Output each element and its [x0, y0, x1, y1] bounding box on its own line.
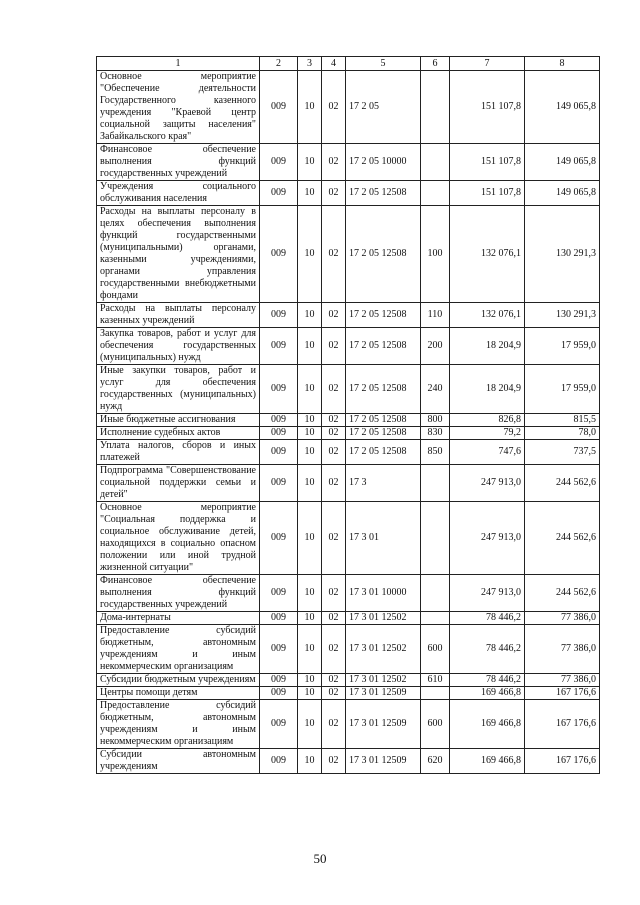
target-article-cell: 17 2 05 12508	[346, 427, 421, 440]
admin-code-cell: 009	[260, 575, 298, 612]
admin-code-cell: 009	[260, 144, 298, 181]
section-cell: 10	[298, 365, 322, 414]
amount-year1-cell: 132 076,1	[450, 303, 525, 328]
target-article-cell: 17 3 01 12502	[346, 612, 421, 625]
column-header: 6	[421, 57, 450, 71]
table-row	[97, 206, 600, 303]
expense-type-cell: 600	[421, 700, 450, 749]
target-article-cell: 17 2 05 12508	[346, 365, 421, 414]
amount-year2-cell: 167 176,6	[525, 687, 600, 700]
admin-code-cell: 009	[260, 674, 298, 687]
section-cell: 10	[298, 144, 322, 181]
row-name-cell: Уплата налогов, сборов и иных платежей	[97, 440, 260, 465]
table-row	[97, 465, 600, 502]
amount-year2-cell: 167 176,6	[525, 700, 600, 749]
admin-code-cell: 009	[260, 303, 298, 328]
row-name-cell: Иные закупки товаров, работ и услуг для обеспечения государственных (муниципальных) нужд	[97, 365, 260, 414]
expense-type-cell: 600	[421, 625, 450, 674]
section-cell: 10	[298, 749, 322, 774]
admin-code-cell: 009	[260, 612, 298, 625]
target-article-cell: 17 2 05 10000	[346, 144, 421, 181]
table-row	[97, 427, 600, 440]
amount-year1-cell: 247 913,0	[450, 465, 525, 502]
column-header: 2	[260, 57, 298, 71]
expense-type-cell: 800	[421, 414, 450, 427]
amount-year1-cell: 151 107,8	[450, 71, 525, 144]
table-row	[97, 687, 600, 700]
expense-type-cell	[421, 71, 450, 144]
amount-year2-cell: 244 562,6	[525, 502, 600, 575]
section-cell: 10	[298, 427, 322, 440]
admin-code-cell: 009	[260, 749, 298, 774]
column-header: 3	[298, 57, 322, 71]
amount-year2-cell: 78,0	[525, 427, 600, 440]
section-cell: 10	[298, 674, 322, 687]
expense-type-cell: 240	[421, 365, 450, 414]
admin-code-cell: 009	[260, 502, 298, 575]
amount-year2-cell: 77 386,0	[525, 674, 600, 687]
table-row	[97, 328, 600, 365]
target-article-cell: 17 2 05 12508	[346, 206, 421, 303]
expense-type-cell: 620	[421, 749, 450, 774]
target-article-cell: 17 3 01 12502	[346, 625, 421, 674]
subsection-cell: 02	[322, 674, 346, 687]
table-row	[97, 674, 600, 687]
target-article-cell: 17 2 05 12508	[346, 440, 421, 465]
amount-year2-cell: 17 959,0	[525, 328, 600, 365]
amount-year2-cell: 149 065,8	[525, 144, 600, 181]
amount-year2-cell: 77 386,0	[525, 612, 600, 625]
table-row	[97, 181, 600, 206]
amount-year1-cell: 247 913,0	[450, 502, 525, 575]
subsection-cell: 02	[322, 612, 346, 625]
amount-year1-cell: 78 446,2	[450, 625, 525, 674]
table-row	[97, 700, 600, 749]
row-name-cell: Дома-интернаты	[97, 612, 260, 625]
row-name-cell: Центры помощи детям	[97, 687, 260, 700]
amount-year1-cell: 247 913,0	[450, 575, 525, 612]
row-name-cell: Финансовое обеспечение выполнения функций государственных учреждений	[97, 575, 260, 612]
table-row	[97, 612, 600, 625]
section-cell: 10	[298, 625, 322, 674]
column-header: 4	[322, 57, 346, 71]
table-row	[97, 502, 600, 575]
target-article-cell: 17 2 05 12508	[346, 303, 421, 328]
row-name-cell: Субсидии автономным учреждениям	[97, 749, 260, 774]
section-cell: 10	[298, 303, 322, 328]
section-cell: 10	[298, 328, 322, 365]
subsection-cell: 02	[322, 700, 346, 749]
amount-year2-cell: 815,5	[525, 414, 600, 427]
subsection-cell: 02	[322, 440, 346, 465]
budget-table	[96, 56, 600, 774]
amount-year1-cell: 151 107,8	[450, 144, 525, 181]
amount-year1-cell: 151 107,8	[450, 181, 525, 206]
admin-code-cell: 009	[260, 328, 298, 365]
row-name-cell: Иные бюджетные ассигнования	[97, 414, 260, 427]
target-article-cell: 17 2 05 12508	[346, 414, 421, 427]
amount-year1-cell: 79,2	[450, 427, 525, 440]
table-row	[97, 440, 600, 465]
expense-type-cell	[421, 465, 450, 502]
admin-code-cell: 009	[260, 465, 298, 502]
row-name-cell: Основное мероприятие "Обеспечение деятельности Государственного казенного учреждения "Краевой центр социальной защиты населения" Забайкальского края"	[97, 71, 260, 144]
target-article-cell: 17 2 05	[346, 71, 421, 144]
expense-type-cell	[421, 502, 450, 575]
table-row	[97, 303, 600, 328]
amount-year2-cell: 130 291,3	[525, 303, 600, 328]
section-cell: 10	[298, 612, 322, 625]
row-name-cell: Расходы на выплаты персоналу в целях обеспечения выполнения функций государственными (муниципальными) органами, казенными учреждениями, органами управления государственными внебюджетными фондами	[97, 206, 260, 303]
admin-code-cell: 009	[260, 365, 298, 414]
expense-type-cell	[421, 687, 450, 700]
target-article-cell: 17 3	[346, 465, 421, 502]
admin-code-cell: 009	[260, 414, 298, 427]
amount-year1-cell: 18 204,9	[450, 365, 525, 414]
subsection-cell: 02	[322, 427, 346, 440]
subsection-cell: 02	[322, 71, 346, 144]
section-cell: 10	[298, 414, 322, 427]
subsection-cell: 02	[322, 465, 346, 502]
expense-type-cell	[421, 575, 450, 612]
subsection-cell: 02	[322, 625, 346, 674]
column-header: 1	[97, 57, 260, 71]
expense-type-cell	[421, 612, 450, 625]
amount-year2-cell: 130 291,3	[525, 206, 600, 303]
section-cell: 10	[298, 700, 322, 749]
row-name-cell: Закупка товаров, работ и услуг для обеспечения государственных (муниципальных) нужд	[97, 328, 260, 365]
expense-type-cell: 100	[421, 206, 450, 303]
subsection-cell: 02	[322, 328, 346, 365]
admin-code-cell: 009	[260, 440, 298, 465]
table-row	[97, 575, 600, 612]
target-article-cell: 17 3 01 12509	[346, 687, 421, 700]
amount-year1-cell: 169 466,8	[450, 700, 525, 749]
subsection-cell: 02	[322, 502, 346, 575]
admin-code-cell: 009	[260, 625, 298, 674]
row-name-cell: Расходы на выплаты персоналу казенных учреждений	[97, 303, 260, 328]
amount-year2-cell: 244 562,6	[525, 465, 600, 502]
column-header: 5	[346, 57, 421, 71]
row-name-cell: Предоставление субсидий бюджетным, автономным учреждениям и иным некоммерческим организациям	[97, 700, 260, 749]
expense-type-cell	[421, 144, 450, 181]
table-row	[97, 749, 600, 774]
amount-year2-cell: 737,5	[525, 440, 600, 465]
expense-type-cell: 110	[421, 303, 450, 328]
amount-year1-cell: 132 076,1	[450, 206, 525, 303]
amount-year1-cell: 169 466,8	[450, 687, 525, 700]
amount-year2-cell: 244 562,6	[525, 575, 600, 612]
column-header: 7	[450, 57, 525, 71]
target-article-cell: 17 2 05 12508	[346, 181, 421, 206]
section-cell: 10	[298, 502, 322, 575]
admin-code-cell: 009	[260, 700, 298, 749]
row-name-cell: Субсидии бюджетным учреждениям	[97, 674, 260, 687]
section-cell: 10	[298, 687, 322, 700]
target-article-cell: 17 3 01 12509	[346, 700, 421, 749]
admin-code-cell: 009	[260, 427, 298, 440]
amount-year1-cell: 18 204,9	[450, 328, 525, 365]
subsection-cell: 02	[322, 414, 346, 427]
row-name-cell: Предоставление субсидий бюджетным, автономным учреждениям и иным некоммерческим организациям	[97, 625, 260, 674]
amount-year1-cell: 747,6	[450, 440, 525, 465]
table-row	[97, 71, 600, 144]
section-cell: 10	[298, 206, 322, 303]
amount-year1-cell: 78 446,2	[450, 674, 525, 687]
admin-code-cell: 009	[260, 181, 298, 206]
amount-year2-cell: 149 065,8	[525, 71, 600, 144]
subsection-cell: 02	[322, 575, 346, 612]
expense-type-cell: 830	[421, 427, 450, 440]
amount-year2-cell: 149 065,8	[525, 181, 600, 206]
target-article-cell: 17 2 05 12508	[346, 328, 421, 365]
amount-year1-cell: 78 446,2	[450, 612, 525, 625]
subsection-cell: 02	[322, 687, 346, 700]
section-cell: 10	[298, 71, 322, 144]
expense-type-cell: 610	[421, 674, 450, 687]
target-article-cell: 17 3 01 10000	[346, 575, 421, 612]
admin-code-cell: 009	[260, 687, 298, 700]
subsection-cell: 02	[322, 303, 346, 328]
row-name-cell: Финансовое обеспечение выполнения функций государственных учреждений	[97, 144, 260, 181]
amount-year2-cell: 167 176,6	[525, 749, 600, 774]
subsection-cell: 02	[322, 144, 346, 181]
table-row	[97, 365, 600, 414]
expense-type-cell: 850	[421, 440, 450, 465]
admin-code-cell: 009	[260, 206, 298, 303]
amount-year1-cell: 169 466,8	[450, 749, 525, 774]
target-article-cell: 17 3 01 12509	[346, 749, 421, 774]
section-cell: 10	[298, 181, 322, 206]
row-name-cell: Основное мероприятие "Социальная поддержка и социальное обслуживание детей, находящихся в социально опасном положении или иной трудной жизненной ситуации"	[97, 502, 260, 575]
expense-type-cell: 200	[421, 328, 450, 365]
section-cell: 10	[298, 465, 322, 502]
header-row	[97, 57, 600, 71]
target-article-cell: 17 3 01	[346, 502, 421, 575]
table-row	[97, 625, 600, 674]
table-row	[97, 144, 600, 181]
table-row	[97, 414, 600, 427]
subsection-cell: 02	[322, 181, 346, 206]
subsection-cell: 02	[322, 749, 346, 774]
column-header: 8	[525, 57, 600, 71]
expense-type-cell	[421, 181, 450, 206]
section-cell: 10	[298, 575, 322, 612]
row-name-cell: Учреждения социального обслуживания населения	[97, 181, 260, 206]
section-cell: 10	[298, 440, 322, 465]
amount-year2-cell: 77 386,0	[525, 625, 600, 674]
row-name-cell: Исполнение судебных актов	[97, 427, 260, 440]
subsection-cell: 02	[322, 206, 346, 303]
page-number: 50	[313, 851, 327, 866]
admin-code-cell: 009	[260, 71, 298, 144]
amount-year2-cell: 17 959,0	[525, 365, 600, 414]
row-name-cell: Подпрограмма "Совершенствование социальной поддержки семьи и детей"	[97, 465, 260, 502]
amount-year1-cell: 826,8	[450, 414, 525, 427]
target-article-cell: 17 3 01 12502	[346, 674, 421, 687]
subsection-cell: 02	[322, 365, 346, 414]
